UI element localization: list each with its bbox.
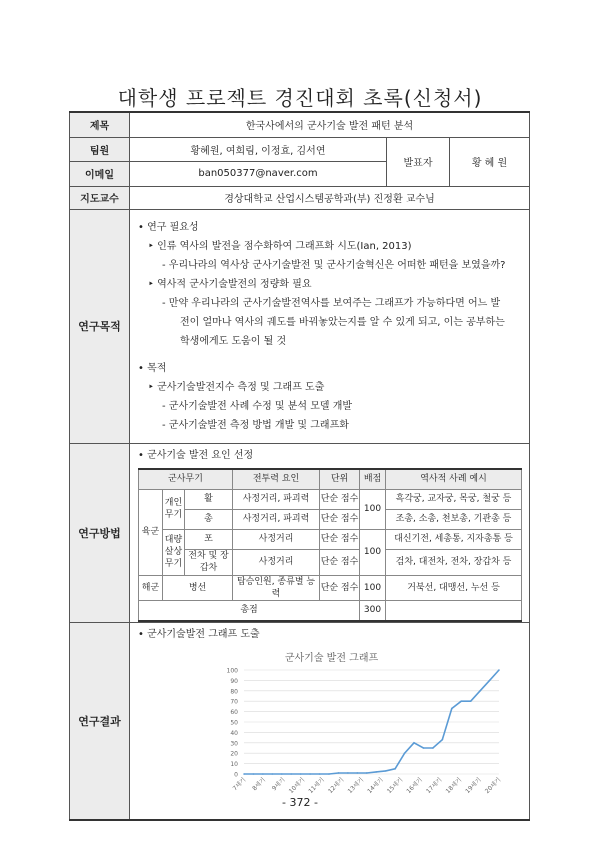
col-header: 배점 xyxy=(360,469,386,490)
data-point xyxy=(479,690,481,692)
col-header: 단위 xyxy=(320,469,360,490)
unit-cell: 단순 점수 xyxy=(320,509,360,529)
purpose-label: 연구목적 xyxy=(70,209,130,443)
purpose-line: ‣ 역사적 군사기술발전의 정량화 필요 xyxy=(148,278,312,290)
data-point xyxy=(460,700,462,702)
data-point xyxy=(243,773,245,775)
col-header: 군사무기 xyxy=(139,469,233,490)
x-tick-label: 13세기 xyxy=(346,775,366,795)
x-tick-label: 8세기 xyxy=(251,775,268,792)
weapon-cell: 전차 및 장갑차 xyxy=(185,549,233,575)
unit-cell: 단순 점수 xyxy=(320,575,360,600)
data-point xyxy=(451,707,453,709)
data-point xyxy=(375,771,377,773)
advisor-value: 경상대학교 산업시스템공학과(부) 진정환 교수님 xyxy=(130,186,530,209)
y-tick-label: 60 xyxy=(230,708,238,716)
x-tick-label: 18세기 xyxy=(444,775,464,795)
y-tick-label: 70 xyxy=(230,698,238,706)
line-chart xyxy=(134,666,574,816)
email-label: 이메일 xyxy=(70,161,130,186)
unit-cell: 단순 점수 xyxy=(320,529,360,549)
weapon-cell: 포 xyxy=(185,529,233,549)
purpose-line: 전이 얼마나 역사의 궤도를 바꿔놓았는지를 알 수 있게 되고, 이는 공부하는 xyxy=(180,316,505,328)
data-point xyxy=(442,738,444,740)
method-heading: • 군사기술 발전 요인 선정 xyxy=(138,449,254,461)
factor-cell: 사정거리 xyxy=(233,529,320,549)
subject-value: 한국사에서의 군사기술 발전 패턴 분석 xyxy=(130,112,530,137)
y-tick-label: 100 xyxy=(226,667,238,674)
factor-cell: 사정거리, 파괴력 xyxy=(233,509,320,529)
data-point xyxy=(262,773,264,775)
score-cell: 100 xyxy=(360,529,386,575)
data-point xyxy=(319,773,321,775)
y-tick-label: 10 xyxy=(230,760,238,768)
page-number: - 372 - xyxy=(282,796,318,809)
purpose-line: - 우리나라의 역사상 군사기술발전 및 군사기술혁신은 어떠한 패턴을 보였을까? xyxy=(162,259,506,271)
unit-cell: 단순 점수 xyxy=(320,549,360,575)
col-header: 전투력 요인 xyxy=(233,469,320,490)
data-point xyxy=(328,773,330,775)
team-label: 팀원 xyxy=(70,137,130,161)
purpose-line: • 목적 xyxy=(138,362,167,374)
team-value: 황혜원, 여희림, 이정효, 김서연 xyxy=(130,137,387,161)
purpose-line: ‣ 인류 역사의 발전을 점수화하여 그래프화 시도(Ian, 2013) xyxy=(148,240,412,252)
total-label: 총점 xyxy=(139,600,360,621)
data-point xyxy=(357,772,359,774)
example-cell: 흑각궁, 교자궁, 목궁, 철궁 등 xyxy=(386,489,522,509)
results-heading: • 군사기술발전 그래프 도출 xyxy=(138,628,260,640)
data-point xyxy=(338,772,340,774)
advisor-label: 지도교수 xyxy=(70,186,130,209)
x-tick-label: 11세기 xyxy=(307,775,326,795)
data-point xyxy=(404,752,406,754)
data-point xyxy=(394,768,396,770)
y-tick-label: 80 xyxy=(230,687,238,695)
unit-cell: 단순 점수 xyxy=(320,489,360,509)
results-label: 연구결과 xyxy=(70,622,130,820)
total-value: 300 xyxy=(360,600,386,621)
example-cell: 대신기전, 세총통, 지자총통 등 xyxy=(386,529,522,549)
method-label: 연구방법 xyxy=(70,443,130,622)
data-point xyxy=(272,773,274,775)
weapon-cell: 병선 xyxy=(163,575,233,600)
data-point xyxy=(309,773,311,775)
factor-cell: 사정거리 xyxy=(233,549,320,575)
example-cell: 검차, 대전차, 전차, 장갑차 등 xyxy=(386,549,522,575)
personal-weapon-label: 개인 무기 xyxy=(163,489,185,529)
email-value: ban050377@naver.com xyxy=(130,161,387,186)
purpose-line: - 군사기술발전 측정 방법 개발 및 그래프화 xyxy=(162,419,349,431)
page-title: 대학생 프로젝트 경진대회 초록(신청서) xyxy=(117,86,483,110)
results-section xyxy=(130,622,530,820)
factor-cell: 사정거리, 파괴력 xyxy=(233,489,320,509)
x-tick-label: 7세기 xyxy=(231,775,248,792)
weapon-cell: 총 xyxy=(185,509,233,529)
factor-table xyxy=(138,468,522,622)
data-point xyxy=(366,772,368,774)
purpose-line: ‣ 군사기술발전지수 측정 및 그래프 도출 xyxy=(148,381,325,393)
example-cell: 거북선, 대맹선, 누선 등 xyxy=(386,575,522,600)
purpose-line: • 연구 필요성 xyxy=(138,221,199,233)
y-tick-label: 90 xyxy=(230,677,238,685)
x-tick-label: 12세기 xyxy=(326,775,346,795)
data-point xyxy=(489,679,491,681)
x-tick-label: 9세기 xyxy=(270,775,287,792)
data-point xyxy=(385,770,387,772)
purpose-line: 학생에게도 도움이 될 것 xyxy=(180,335,287,347)
y-tick-label: 50 xyxy=(230,719,238,726)
data-point xyxy=(432,747,434,749)
x-tick-label: 19세기 xyxy=(464,775,483,795)
col-header: 역사적 사례 예시 xyxy=(386,469,522,490)
x-tick-label: 10세기 xyxy=(287,775,307,795)
x-tick-label: 16세기 xyxy=(405,775,424,795)
subject-label: 제목 xyxy=(70,112,130,137)
y-tick-label: 30 xyxy=(230,739,238,747)
data-point xyxy=(281,773,283,775)
y-tick-label: 20 xyxy=(230,750,238,758)
data-point xyxy=(300,773,302,775)
x-tick-label: 17세기 xyxy=(425,775,444,795)
purpose-line: - 군사기술발전 사례 수정 및 분석 모델 개발 xyxy=(162,400,353,412)
x-tick-label: 20세기 xyxy=(483,775,503,795)
data-point xyxy=(253,773,255,775)
presenter-value: 황 혜 원 xyxy=(450,137,530,186)
data-point xyxy=(290,773,292,775)
army-label: 육군 xyxy=(139,489,163,575)
score-cell: 100 xyxy=(360,575,386,600)
data-point xyxy=(470,700,472,702)
purpose-section xyxy=(130,209,530,443)
method-section xyxy=(130,443,530,622)
data-point xyxy=(347,772,349,774)
mass-weapon-label: 대량 살상 무기 xyxy=(163,529,185,575)
data-point xyxy=(413,742,415,744)
application-form xyxy=(69,111,530,821)
data-point xyxy=(498,669,500,671)
weapon-cell: 활 xyxy=(185,489,233,509)
y-tick-label: 40 xyxy=(230,729,238,737)
y-tick-label: 0 xyxy=(234,771,238,778)
example-cell: 조총, 소총, 천보총, 기관총 등 xyxy=(386,509,522,529)
data-point xyxy=(423,747,425,749)
x-tick-label: 14세기 xyxy=(366,775,385,795)
factor-cell: 탑승인원, 종류별 능력 xyxy=(233,575,320,600)
score-cell: 100 xyxy=(360,489,386,529)
purpose-line: - 만약 우리나라의 군사기술발전역사를 보여주는 그래프가 가능하다면 어느 발 xyxy=(162,297,501,309)
presenter-label: 발표자 xyxy=(387,137,450,186)
navy-label: 해군 xyxy=(139,575,163,600)
chart-title: 군사기술 발전 그래프 xyxy=(284,652,379,664)
x-tick-label: 15세기 xyxy=(385,775,405,795)
